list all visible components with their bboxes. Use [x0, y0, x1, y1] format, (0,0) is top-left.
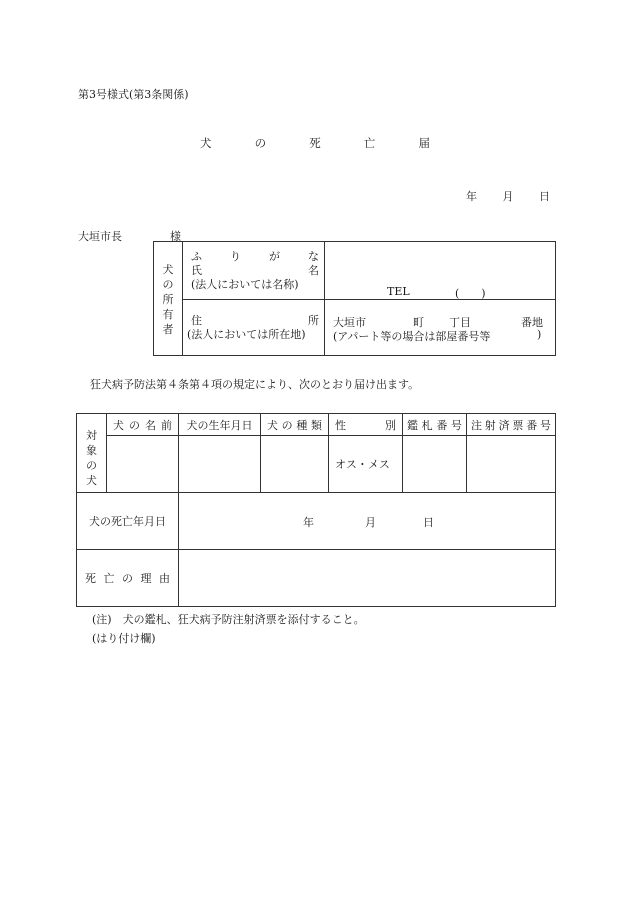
header-breed — [261, 414, 329, 436]
header-char: 前 — [161, 418, 172, 432]
header-char: 済 — [498, 418, 510, 432]
header-char: 性 — [335, 418, 346, 432]
name-char: 氏 — [191, 264, 202, 277]
dog-table — [76, 413, 556, 607]
name-field[interactable] — [325, 242, 556, 300]
furigana-char: り — [230, 250, 241, 263]
attachment-note: (注) 犬の鑑札、狂犬病予防注射済票を添付すること。 — [92, 613, 365, 626]
header-char: 犬 — [267, 418, 278, 432]
address-char: 所 — [308, 314, 319, 327]
header-char: 号 — [450, 418, 462, 432]
title-char: の — [254, 136, 267, 150]
tel-paren: ( ) — [455, 287, 486, 300]
vaccine-number-field[interactable] — [467, 436, 556, 493]
reason-char: の — [122, 572, 133, 585]
tag-number-field[interactable] — [403, 436, 467, 493]
address-label-cell — [183, 300, 325, 356]
name-label-cell — [183, 242, 325, 300]
death-year-label: 年 — [303, 516, 314, 529]
name-label — [183, 264, 324, 278]
tel-label: TEL — [387, 285, 410, 298]
birthdate-field[interactable] — [179, 436, 261, 493]
side-char: 犬 — [162, 263, 174, 276]
name-char: 名 — [308, 264, 319, 277]
header-dog-name — [107, 414, 179, 436]
breed-field[interactable] — [261, 436, 329, 493]
form-number: 第3号様式(第3条関係) — [78, 88, 189, 101]
reason-char: 亡 — [103, 572, 115, 585]
day-label: 日 — [539, 190, 550, 203]
side-char: 犬 — [86, 474, 97, 487]
side-char: 者 — [162, 323, 174, 336]
name-note: (法人においては名称) — [191, 278, 299, 291]
death-date-label: 犬の死亡年月日 — [77, 493, 179, 550]
header-char: 票 — [512, 418, 524, 432]
side-char: 所 — [162, 293, 174, 306]
sex-options: オス・メス — [335, 458, 390, 471]
death-reason-field[interactable] — [179, 550, 556, 607]
honorific: 様 — [170, 230, 181, 243]
death-date-field[interactable] — [179, 493, 556, 550]
reason-char: 理 — [140, 572, 152, 585]
title-char: 届 — [418, 136, 430, 150]
header-char: の — [129, 418, 140, 432]
furigana-char: が — [269, 250, 280, 263]
header-char: 注 — [471, 418, 482, 432]
city-label: 大垣市 — [333, 316, 366, 329]
header-char: 番 — [526, 418, 538, 432]
header-char: の — [281, 418, 293, 432]
address-field[interactable] — [325, 300, 556, 356]
header-vaccine-number — [467, 414, 556, 436]
header-tag-number — [403, 414, 467, 436]
side-char: 対 — [86, 429, 97, 442]
side-char: 象 — [86, 444, 97, 457]
header-char: 号 — [539, 418, 551, 432]
submission-date — [466, 188, 550, 204]
header-char: 類 — [310, 418, 322, 432]
header-char: 札 — [421, 418, 433, 432]
banchi-label: 番地 — [521, 316, 543, 329]
title-char: 亡 — [363, 136, 376, 150]
form-title — [200, 135, 430, 151]
death-reason-label — [77, 550, 179, 607]
address-note: (法人においては所在地) — [187, 328, 306, 341]
side-char: の — [162, 278, 174, 291]
reason-char: 死 — [85, 572, 96, 585]
apartment-close: ) — [537, 328, 542, 341]
side-char: 有 — [162, 308, 174, 321]
header-char: 鑑 — [407, 418, 418, 432]
year-label: 年 — [466, 190, 477, 203]
death-month-label: 月 — [365, 516, 376, 529]
header-birthdate: 犬の生年月日 — [179, 414, 261, 436]
header-char: 別 — [385, 418, 396, 432]
death-day-label: 日 — [423, 516, 434, 529]
header-char: 射 — [484, 418, 496, 432]
furigana-char: ふ — [191, 250, 202, 263]
paste-area-label: (はり付け欄) — [92, 632, 156, 645]
owner-table — [153, 241, 556, 356]
header-sex — [329, 414, 403, 436]
furigana-char: な — [308, 250, 319, 263]
header-char: 犬 — [113, 418, 124, 432]
legal-clause: 狂犬病予防法第４条第４項の規定により、次のとおり届け出ます。 — [90, 378, 420, 391]
addressee: 大垣市長 — [78, 230, 122, 243]
owner-side-label — [154, 242, 183, 356]
address-label — [183, 314, 324, 328]
chome-label: 丁目 — [449, 316, 471, 329]
sex-field[interactable] — [329, 436, 403, 493]
title-char: 犬 — [200, 136, 212, 150]
dog-name-field[interactable] — [107, 436, 179, 493]
header-char: 種 — [296, 418, 308, 432]
dog-side-label — [77, 414, 107, 493]
reason-char: 由 — [159, 572, 170, 585]
address-char: 住 — [191, 314, 202, 327]
apartment-note: (アパート等の場合は部屋番号等 — [333, 330, 491, 343]
town-label: 町 — [413, 316, 424, 329]
header-char: 番 — [436, 418, 448, 432]
title-char: 死 — [309, 136, 321, 150]
side-char: の — [86, 459, 97, 472]
furigana-label — [183, 250, 324, 264]
header-char: 名 — [145, 418, 156, 432]
month-label: 月 — [502, 190, 514, 203]
